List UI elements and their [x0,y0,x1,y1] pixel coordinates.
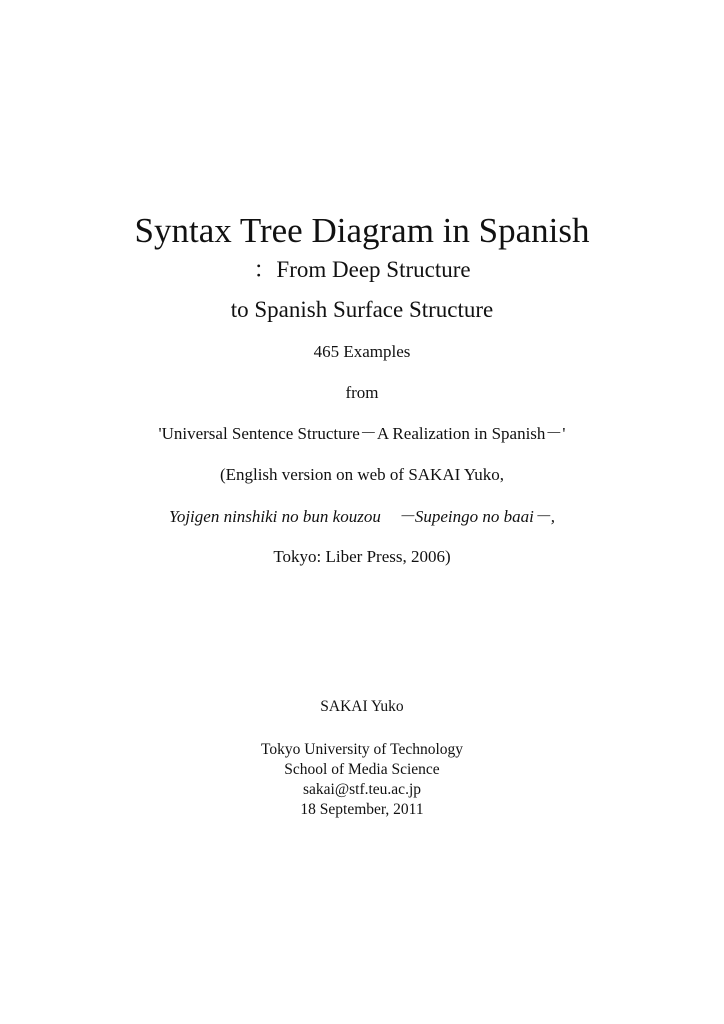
email: sakai@stf.teu.ac.jp [303,781,421,798]
source-title: 'Universal Sentence Structure－A Realization in Spanish－' [158,424,566,443]
publisher: Tokyo: Liber Press, 2006) [273,547,451,566]
page-title: Syntax Tree Diagram in Spanish [134,211,590,250]
english-version-note: (English version on web of SAKAI Yuko, [219,465,505,484]
examples-count: 465 Examples [313,342,411,361]
school: School of Media Science [284,761,440,778]
subtitle-line-2: to Spanish Surface Structure [230,297,494,322]
date: 18 September, 2011 [300,801,424,818]
affiliation-block [0,740,724,820]
author-name: SAKAI Yuko [320,698,404,715]
japanese-title: Yojigen ninshiki no bun kouzou －Supeingo no baai－, [168,507,556,526]
from-label: from [345,383,379,402]
subtitle-line-1: ：From Deep Structure [253,257,471,282]
university: Tokyo University of Technology [260,741,464,758]
